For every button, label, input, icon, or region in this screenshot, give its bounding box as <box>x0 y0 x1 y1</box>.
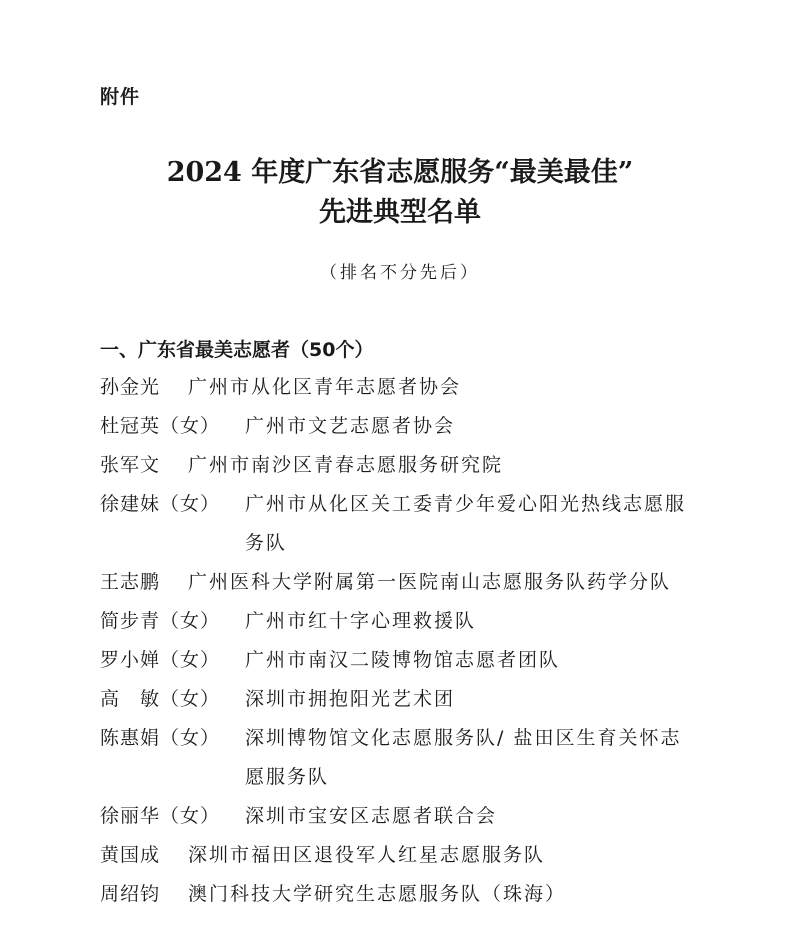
volunteer-name: 徐建妹（女） <box>100 493 221 515</box>
volunteer-name: 罗小婵（女） <box>100 649 221 671</box>
list-item <box>100 407 720 446</box>
list-item <box>100 797 720 836</box>
organization-line-continued: 愿服务队 <box>245 766 330 788</box>
volunteer-name: 张军文 <box>100 454 161 476</box>
volunteer-name: 高 敏（女） <box>100 688 221 710</box>
organization-line: 广州市从化区关工委青少年爱心阳光热线志愿服 <box>245 493 687 515</box>
ranking-note: （排名不分先后） <box>320 263 480 283</box>
list-item <box>100 875 720 914</box>
volunteer-organization <box>245 485 720 563</box>
list-item <box>100 563 720 602</box>
organization-line-continued: 务队 <box>245 532 288 554</box>
list-item <box>100 368 720 407</box>
volunteer-organization: 广州市从化区青年志愿者协会 <box>188 376 462 398</box>
volunteer-organization: 深圳市拥抱阳光艺术团 <box>245 688 456 710</box>
attachment-label: 附件 <box>100 86 141 108</box>
volunteer-organization: 深圳市宝安区志愿者联合会 <box>245 805 498 827</box>
organization-line: 深圳博物馆文化志愿服务队/ 盐田区生育关怀志 <box>245 727 682 749</box>
section-heading: 一、广东省最美志愿者（50个） <box>100 339 374 361</box>
volunteer-name: 黄国成 <box>100 844 161 866</box>
list-item <box>100 485 720 563</box>
volunteer-name: 陈惠娟（女） <box>100 727 221 749</box>
volunteer-list <box>100 368 720 914</box>
volunteer-name: 孙金光 <box>100 376 161 398</box>
volunteer-name: 徐丽华（女） <box>100 805 221 827</box>
list-item <box>100 641 720 680</box>
document-title-line-2: 先进典型名单 <box>319 197 481 228</box>
volunteer-organization: 深圳市福田区退役军人红星志愿服务队 <box>188 844 546 866</box>
volunteer-name: 王志鹏 <box>100 571 161 593</box>
volunteer-organization: 广州市文艺志愿者协会 <box>245 415 456 437</box>
list-item <box>100 680 720 719</box>
document-title-line-1: 2024 年度广东省志愿服务“最美最佳” <box>166 157 634 188</box>
volunteer-organization: 澳门科技大学研究生志愿服务队（珠海） <box>188 883 567 905</box>
volunteer-organization: 广州市南汉二陵博物馆志愿者团队 <box>245 649 561 671</box>
list-item <box>100 719 720 797</box>
list-item <box>100 836 720 875</box>
volunteer-organization: 广州市红十字心理救援队 <box>245 610 477 632</box>
volunteer-organization <box>245 719 720 797</box>
volunteer-name: 杜冠英（女） <box>100 415 221 437</box>
list-item <box>100 446 720 485</box>
list-item <box>100 602 720 641</box>
volunteer-organization: 广州市南沙区青春志愿服务研究院 <box>188 454 504 476</box>
volunteer-organization: 广州医科大学附属第一医院南山志愿服务队药学分队 <box>188 571 672 593</box>
volunteer-name: 周绍钧 <box>100 883 161 905</box>
volunteer-name: 简步青（女） <box>100 610 221 632</box>
